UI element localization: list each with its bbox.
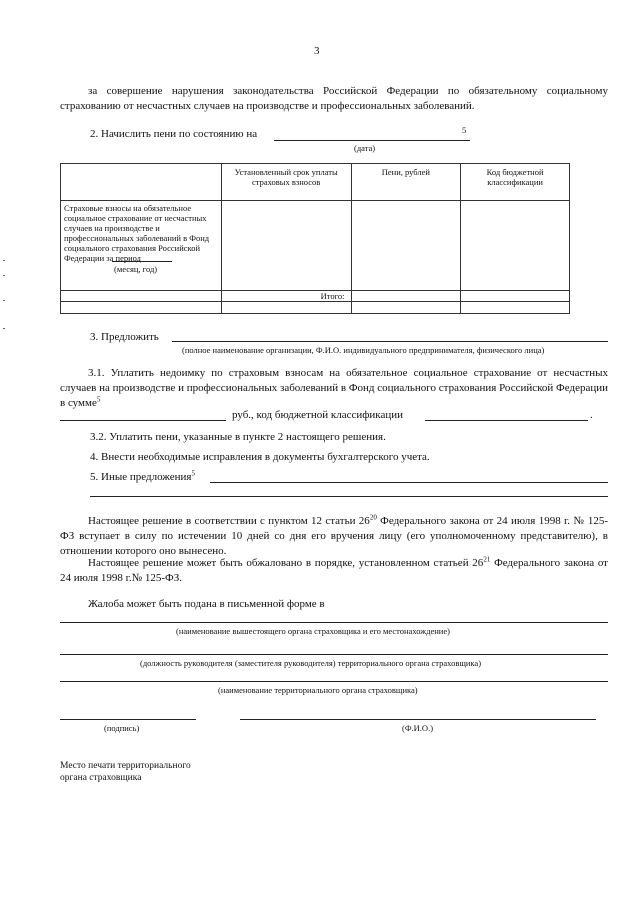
table-total-penalty[interactable]: [351, 291, 461, 302]
item32: 3.2. Уплатить пени, указанные в пункте 2 настоящего решения.: [90, 431, 386, 443]
signature-field[interactable]: [60, 719, 196, 720]
effective-paragraph: Настоящее решение в соответствии с пунктом 12 статьи $26^{20}$ Федерального закона от 24 июля 1998 г. № 125-ФЗ вступает в силу по истечении 10 дней со дня его вручения лицу (его уполномоченному представителю), в отношении которого оно вынесено.: [60, 513, 608, 557]
territorial-body-caption: (наименование территориального органа страховщика): [218, 685, 418, 695]
table-row-label-cell: [61, 201, 222, 291]
table-row-label: Страховые взносы на обязательное социальное страхование от несчастных случаев на производстве и профессиональных заболеваний в Фонд социального страхования Российской Федерации за период: [64, 203, 210, 263]
para1-sup: 20: [369, 513, 377, 522]
period-caption: (месяц, год): [114, 264, 158, 274]
item31-end: .: [590, 409, 593, 421]
head-position-field[interactable]: [60, 654, 608, 655]
stamp-line1: Место печати территориального: [60, 761, 191, 771]
fio-field[interactable]: [240, 719, 596, 720]
table-total-label: Итого:: [221, 291, 351, 302]
organization-field[interactable]: [172, 341, 608, 342]
scan-mark: [3, 328, 5, 329]
item4: 4. Внести необходимые исправления в документы бухгалтерского учета.: [90, 451, 430, 463]
higher-body-field[interactable]: [60, 622, 608, 623]
date-field[interactable]: [274, 140, 470, 141]
table-header-kbk: Код бюджетной классификации: [461, 164, 570, 201]
table-blank-cell: [351, 302, 461, 314]
table-blank-cell: [221, 302, 351, 314]
intro-paragraph: за совершение нарушения законодательства Российской Федерации по обязательному социальному страхованию от несчастных случаев на производстве и профессиональных заболеваний.: [60, 85, 608, 112]
table-blank-cell: [61, 302, 222, 314]
item2-label: 2. Начислить пени по состоянию на: [90, 128, 258, 140]
table-cell-deadline[interactable]: [221, 201, 351, 291]
table-cell-penalty[interactable]: [351, 201, 461, 291]
table-total-empty: [61, 291, 222, 302]
table-total-kbk[interactable]: [461, 291, 570, 302]
item3-label: 3. Предложить: [90, 331, 159, 343]
item31-footnote: 5: [96, 395, 101, 404]
table-blank-cell: [461, 302, 570, 314]
signature-caption: (подпись): [104, 723, 140, 733]
scan-mark: [3, 260, 5, 261]
table-cell-kbk[interactable]: [461, 201, 570, 291]
rub-kbk-label: руб., код бюджетной классификации: [232, 409, 403, 421]
table-row: [61, 201, 570, 291]
item31-paragraph: 3.1. Уплатить недоимку по страховым взносам на обязательное социальное страхование от несчастных случаев на производстве и профессиональных заболеваний в Фонд социального страхования Российской Федерации в сумме$^5$: [60, 367, 608, 409]
kbk-field[interactable]: [425, 420, 588, 421]
appeal-paragraph: Настоящее решение может быть обжаловано в порядке, установленном статьей $26^{21}$ Федерального закона от 24 июля 1998 г.№ 125-ФЗ.: [60, 555, 608, 584]
other-proposals-field[interactable]: [210, 482, 608, 483]
item5-label: 5. Иные предложения$^5$: [90, 469, 195, 483]
item5-footnote: 5: [191, 469, 195, 478]
arrears-amount-field[interactable]: [60, 420, 226, 421]
penalty-table: [60, 163, 570, 314]
table-header-penalty: Пени, рублей: [351, 164, 461, 201]
organization-caption: (полное наименование организации, Ф.И.О. индивидуального предпринимателя, физического лица): [182, 345, 545, 355]
fio-caption: (Ф.И.О.): [402, 723, 434, 733]
complaint-text: Жалоба может быть подана в письменной форме в: [88, 598, 325, 610]
other-proposals-field-2[interactable]: [90, 496, 608, 497]
stamp-place: [60, 760, 191, 784]
head-position-caption: (должность руководителя (заместителя руководителя) территориального органа страховщика): [140, 658, 482, 668]
table-header-row: [61, 164, 570, 201]
table-blank-row: [61, 302, 570, 314]
scan-mark: [3, 275, 5, 276]
para2-sup: 21: [483, 555, 491, 564]
table-header-empty: [61, 164, 222, 201]
scan-mark: [3, 300, 5, 301]
date-caption: (дата): [354, 143, 376, 153]
table-header-deadline: Установленный срок уплаты страховых взносов: [221, 164, 351, 201]
page-number: 3: [314, 45, 320, 57]
higher-body-caption: (наименование вышестоящего органа страховщика и его местонахождение): [176, 626, 450, 636]
item2-footnote: 5: [462, 125, 467, 135]
table-total-row: [61, 291, 570, 302]
stamp-line2: органа страховщика: [60, 773, 142, 783]
territorial-body-field[interactable]: [60, 681, 608, 682]
